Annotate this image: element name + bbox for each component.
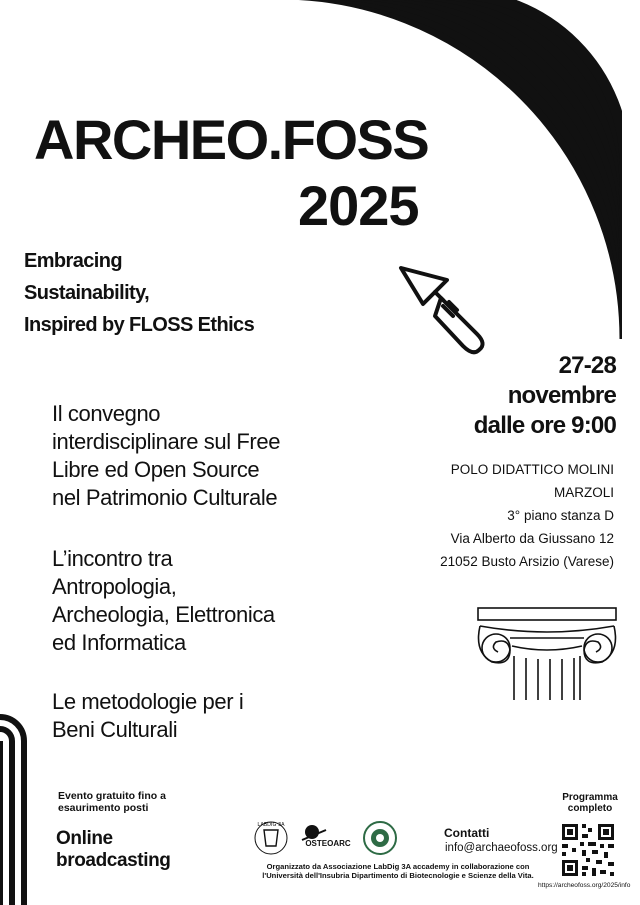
intro-line: Le metodologie per i — [52, 689, 244, 714]
online-line: broadcasting — [56, 850, 171, 871]
event-date: novembre — [507, 382, 616, 409]
university-logo — [362, 820, 398, 856]
online-broadcasting — [56, 828, 171, 872]
contacts-email[interactable]: info@archaeofoss.org — [445, 842, 558, 854]
labdig-logo-text: LABDIG 3A — [257, 822, 285, 828]
organizer-line: Organizzato da Associazione LabDig 3A accademy in collaborazione con — [266, 862, 530, 871]
ionic-capital-icon — [470, 604, 624, 700]
event-title: ARCHEO.FOSS — [34, 108, 429, 171]
intro-line: Antropologia, — [52, 574, 177, 599]
osteoarc-logo-text: OSTEOARC — [305, 839, 351, 848]
tagline-line: Inspired by FLOSS Ethics — [24, 314, 255, 336]
stripe-corner-decoration — [0, 712, 40, 905]
intro-line: Il convegno — [52, 401, 161, 426]
free-event-line: esaurimento posti — [58, 802, 149, 814]
contacts-title: Contatti — [444, 826, 490, 840]
organizer-note — [250, 862, 546, 880]
venue-line: 21052 Busto Arsizio (Varese) — [440, 554, 614, 569]
program-line: Programma — [562, 792, 618, 803]
trowel-icon — [395, 262, 495, 362]
intro-line: Beni Culturali — [52, 717, 178, 742]
intro-paragraph-3 — [52, 688, 382, 744]
intro-line: interdisciplinare sul Free — [52, 429, 281, 454]
free-event-line: Evento gratuito fino a — [58, 790, 166, 802]
intro-paragraph-2 — [52, 545, 382, 657]
intro-line: L’incontro tra — [52, 546, 173, 571]
organizer-line: l'Università dell'Insubria Dipartimento di Biotecnologie e Scienze della Vita. — [262, 871, 534, 880]
venue-line: MARZOLI — [553, 485, 614, 500]
osteoarc-logo — [298, 822, 358, 852]
qr-code-icon[interactable] — [560, 822, 616, 878]
event-date: 27-28 — [558, 352, 616, 379]
labdig-logo — [246, 818, 296, 858]
event-year: 2025 — [298, 174, 419, 237]
free-event-note — [58, 790, 166, 814]
online-line: Online — [56, 828, 113, 849]
venue-line: Via Alberto da Giussano 12 — [450, 531, 614, 546]
intro-paragraph-1 — [52, 400, 382, 512]
intro-line: Libre ed Open Source — [52, 457, 260, 482]
program-label — [548, 792, 632, 814]
program-line: completo — [567, 803, 613, 814]
intro-line: Archeologia, Elettronica — [52, 602, 275, 627]
intro-line: ed Informatica — [52, 630, 186, 655]
tagline-line: Embracing — [24, 250, 122, 272]
program-url[interactable]: https://archeofoss.org/2025/info — [538, 882, 631, 889]
intro-line: nel Patrimonio Culturale — [52, 485, 278, 510]
tagline-line: Sustainability, — [24, 282, 150, 304]
venue-line: POLO DIDATTICO MOLINI — [450, 462, 614, 477]
event-time: dalle ore 9:00 — [473, 412, 616, 439]
venue-line: 3° piano stanza D — [507, 508, 614, 523]
